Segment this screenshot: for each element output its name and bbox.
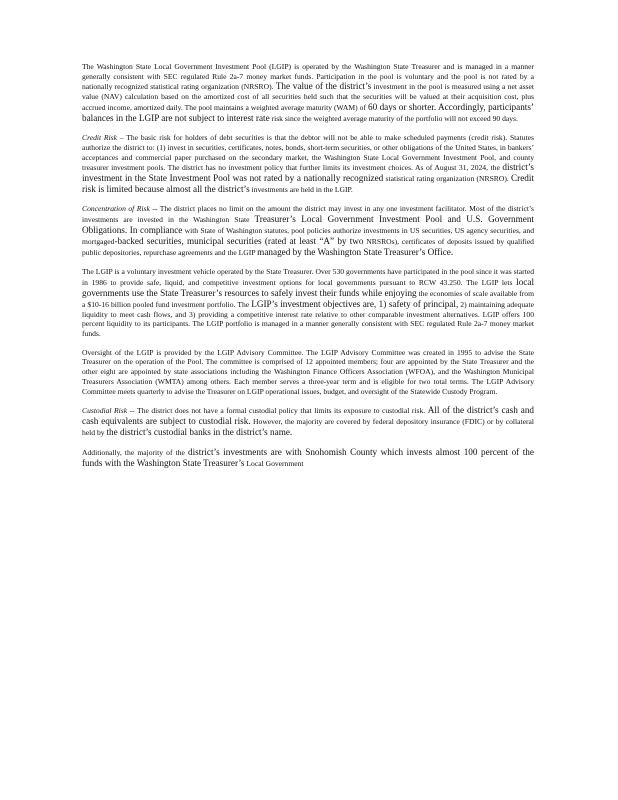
section-heading-concentration-risk: Concentration of Risk [82, 204, 150, 214]
text-segment: investment in the pool is measured using a net asset value (NAV) calculation based on the amortized cost of all securities held such that the securities will be valued at their acquisition cost, plus accrued income, amortized daily. The pool maintains a weighted average maturity (WAM) of [82, 82, 534, 113]
text-segment: statistical rating organization (NRSRO). [383, 174, 512, 184]
text-segment: 60 days or shorter. Accordingly, participants’ balances in the LGIP are not subject to interest rate [82, 102, 534, 124]
paragraph-lgip-overview [82, 62, 534, 124]
text-segment: NRSROs), certificates of deposits issued by qualified public depositories, repurchase agreements and the LGIP [82, 236, 534, 257]
text-segment: Oversight of the LGIP is provided by the LGIP Advisory Committee. The LGIP Advisory Committee was created in 1995 to advise the State Treasurer on the operation of the Pool. The committee is comprised of 12 appointed members; four are appointed by the State Treasurer and the other eight are appointed by state associations including the Washington Finance Officers Association (WFOA), and the Washington Municipal Treasurers Association (WMTA) among others. Each member serves a three-year term and is eligible for two total terms. The LGIP Advisory Committee meets quarterly to advise the Treasurer on LGIP operational issues, budget, and oversight of the Statewide Custody Program. [82, 347, 534, 396]
text-segment: investments are held in the LGIP. [249, 185, 353, 195]
section-heading-custodial-risk: Custodial Risk [82, 406, 128, 416]
text-segment: local governments use the State Treasurer’s resources to safely invest their funds while enjoying [82, 276, 534, 298]
text-segment: However, the majority are covered by federal depository insurance (FDIC) or by collateral held by [82, 417, 534, 438]
paragraph-oversight [82, 348, 534, 397]
text-segment: district’s investment in the State Investment Pool was not rated by a nationally recognized [82, 162, 534, 184]
document-page [82, 62, 534, 478]
text-segment: district’s investments are with Snohomish County which invests almost 100 percent of the funds with the Washington State Treasurer’s [82, 447, 534, 469]
text-segment: -- The district places no limit on the amount the district may invest in any one investment facilitator. Most of the district’s investments are invested in the Washington State [82, 204, 534, 224]
text-segment: -- The district does not have a formal custodial policy that limits its exposure to custodial risk. [127, 406, 428, 416]
paragraph-custodial-risk [82, 405, 534, 438]
text-segment: – The basic risk for holders of debt securities is that the debtor will not be able to make scheduled payments (credit risk). Statutes authorize the district to: (1) invest in securities, certificates, notes, bonds, short-term securities, or other obligations of the United States, in bankers’ acceptances and commercial paper purchased on the secondary market, the Washington State Local Government Investment Pool, and county treasurer investment pools. The district has no investment policy that further limits its investment choices. As of August 31, 2024, the [82, 133, 534, 173]
text-segment: Additionally, the majority of the [82, 448, 189, 458]
text-segment: Local Government [244, 459, 304, 469]
text-segment: The Washington State Local Government Investment Pool (LGIP) is operated by the Washington State Treasurer and is managed in a manner generally consistent with SEC regulated Rule 2a-7 money market funds. Participation in the pool is voluntary and the pool is not rated by a nationally recognized statistical rating organization (NRSRO). [82, 62, 534, 92]
text-segment: The value of the district’s [275, 81, 372, 92]
text-segment: with State of Washington statutes, pool policies authorize investments in US securities, US agency securities, and mortgaged [82, 225, 534, 246]
paragraph-snohomish [82, 447, 534, 469]
text-segment: -backed securities, municipal securities (rated at least “A” by two [114, 235, 364, 246]
paragraph-concentration-risk [82, 204, 534, 258]
text-segment: 2) maintaining adequate liquidity to meet cash flows, and 3) providing a competitive interest rate relative to other comparable investment alternatives. LGIP offers 100 percent liquidity to its participants. The LGIP portfolio is managed in a manner generally consistent with SEC regulated Rule 2a-7 money market funds. [82, 299, 535, 339]
text-segment: the district’s custodial banks in the district’s name. [106, 427, 293, 438]
text-segment: LGIP’s investment objectives are, 1) safety of principal, [251, 298, 459, 309]
text-segment: Credit risk is limited because almost all the district’s [82, 173, 534, 195]
text-segment: All of the district’s cash and cash equivalents are subject to custodial risk. [82, 405, 535, 427]
text-segment: The LGIP is a voluntary investment vehicle operated by the State Treasurer. Over 530 governments have participated in the pool since it was started in 1986 to provide safe, liquid, and competitive investment options for local governments pursuant to RCW 43.250. The LGIP lets [82, 266, 534, 287]
text-segment: Treasurer’s Local Government Investment Pool and U.S. Government Obligations. In compliance [82, 213, 534, 235]
text-segment: the economies of scale available from a $10-16 billion pooled fund investment portfolio. The [82, 288, 535, 309]
text-segment: managed by the Washington State Treasurer’s Office. [257, 246, 454, 257]
paragraph-credit-risk [82, 133, 534, 195]
section-heading-credit-risk: Credit Risk [82, 133, 118, 143]
text-segment: risk since the weighted average maturity of the portfolio will not exceed 90 days. [269, 114, 518, 124]
paragraph-lgip-voluntary [82, 267, 534, 339]
